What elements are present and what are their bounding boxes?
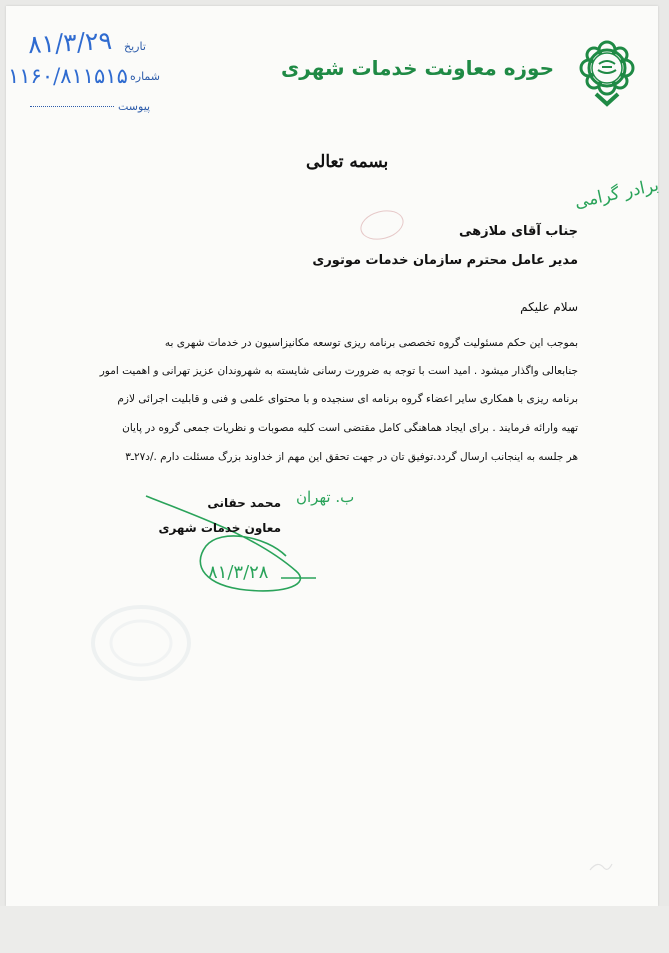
embossed-seal [86,601,196,686]
date-label: تاریخ [124,40,146,53]
number-label: شماره [130,70,161,83]
attachment-label: پیوست [118,100,151,113]
signer-name: محمد حقانی [207,496,281,510]
faint-stamp [357,206,407,244]
attachment-dotted-line [30,106,114,107]
handwritten-copy-note: ب. تهران [296,488,355,506]
organization-title: حوزه معاونت خدمات شهری [280,56,554,80]
body-line: برنامه ریزی با همکاری سایر اعضاء گروه برنامه ای سنجیده و با محتوای علمی و فنی و قابلیت اجرائی لازم [117,393,578,405]
body-line: هر جلسه به اینجانب ارسال گردد.توفیق تان در جهت تحقق این مهم از خداوند بزرگ مسئلت دارم ./د۲۷ـ۳ [125,451,578,463]
signer-title: معاون خدمات شهری [158,521,281,535]
handwritten-signature-date: ۸۱/۳/۲۸ [208,562,269,583]
greeting: سلام علیکم [520,300,578,314]
recipient-title: مدیر عامل محترم سازمان خدمات موتوری [312,253,578,268]
faint-corner-mark [586,856,616,876]
handwritten-margin-note: برادر گرامی [572,175,661,213]
scan-bottom-margin [0,906,669,953]
handwritten-date: ۸۱/۳/۲۹ [27,25,113,60]
handwritten-letter-number: ۱۱۶۰/۸۱۱۵۱۵ [8,64,128,88]
bismillah-heading: بسمه تعالی [306,152,389,172]
body-line: جنابعالی واگذار میشود . امید است با توجه به ضرورت رسانی شایسته به شهروندان عزیز تهرانی و اهمیت امور [99,365,578,377]
tehran-municipality-seal-icon [576,38,638,112]
recipient-name: جناب آقای ملازهی [458,224,578,239]
letter-page [6,6,661,906]
body-line: تهیه وارائه فرمایند . برای ایجاد هماهنگی کامل مقتضی است کلیه مصوبات و نظریات جمعی گروه در پایان [122,422,578,434]
body-line: بموجب این حکم مسئولیت گروه تخصصی برنامه ریزی توسعه مکانیزاسیون در خدمات شهری به [164,337,578,349]
